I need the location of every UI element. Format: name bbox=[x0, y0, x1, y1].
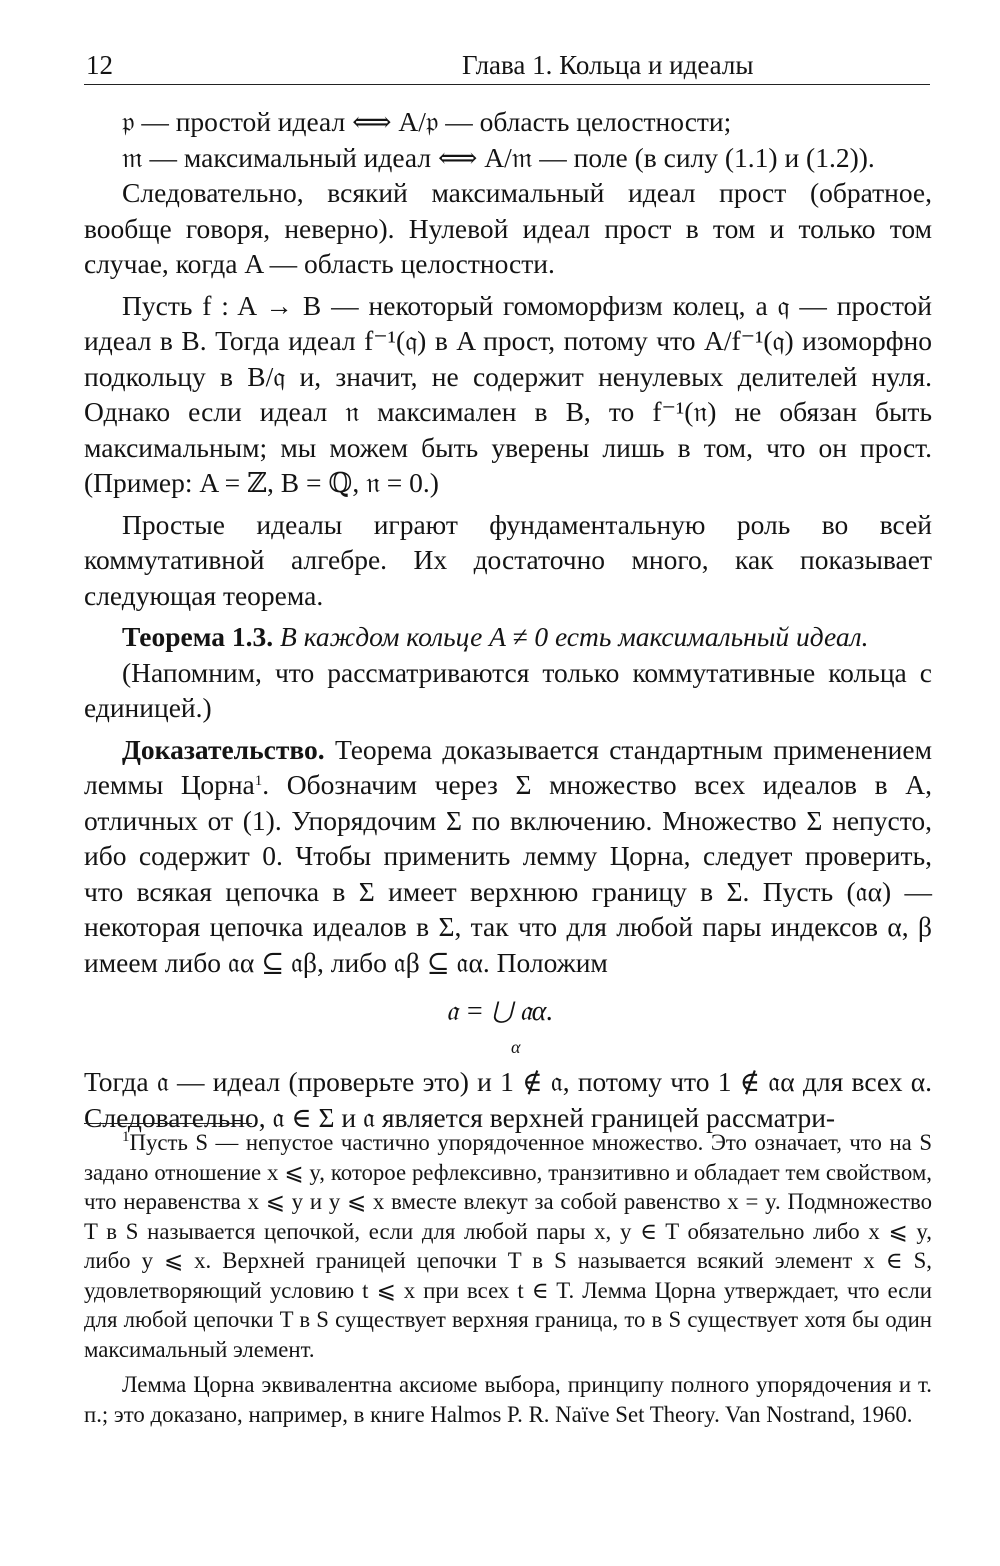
paragraph-prime-ideals-role: Простые идеалы играют фундаментальную роль во всей коммутативной алгебре. Их достаточно много, как показывает следующая теорема. bbox=[84, 508, 932, 611]
prime-ideal-equivalence: 𝔭 — простой идеал ⟺ A/𝔭 — область целостности; bbox=[122, 106, 732, 137]
union-formula-expression: 𝔞 = ⋃ 𝔞α. bbox=[446, 996, 554, 1027]
footnote-1 bbox=[84, 1128, 932, 1364]
proof-text-a: Теорема доказывается стандартным применением леммы Цорна bbox=[84, 733, 932, 800]
paragraph-conclusion: Тогда 𝔞 — идеал (проверьте это) и 1 ∉ 𝔞, потому что 1 ∉ 𝔞α для всех α. Следовательно, 𝔞 ∈ Σ и 𝔞 является верхней границей рассматри- bbox=[84, 1066, 932, 1133]
theorem-label: Теорема 1.3. bbox=[122, 621, 274, 652]
footnotes bbox=[84, 1128, 932, 1429]
page-number: 12 bbox=[86, 50, 113, 80]
maximal-ideal-equivalence: 𝔪 — максимальный идеал ⟺ A/𝔪 — поле (в силу (1.1) и (1.2)). bbox=[122, 141, 875, 173]
proof-text-b: . Обозначим через Σ множество всех идеалов в A, отличных от (1). Упорядочим Σ по включению. Множество Σ непусто, ибо содержит 0. Чтобы применить лемму Цорна, следует проверить, что всякая цепочка в Σ имеет верхнюю границу в Σ. Пусть (𝔞α) — некоторая цепочка идеалов в Σ, так что для любой пары индексов α, β имеем либо 𝔞α ⊆ 𝔞β, либо 𝔞β ⊆ 𝔞α. Положим bbox=[84, 769, 933, 978]
paragraph-reminder: (Напомним, что рассматриваются только коммутативные кольца с единицей.) bbox=[84, 656, 932, 723]
footnote-reference[interactable]: 1 bbox=[254, 773, 263, 789]
footnote-divider bbox=[84, 1123, 252, 1124]
paragraph-homomorphism: Пусть f : A → B — некоторый гомоморфизм колец, а 𝔮 — простой идеал в B. Тогда идеал f⁻¹(𝔮) в A прост, потому что A/f⁻¹(𝔮) изоморфно подкольцу в B/𝔮 и, значит, не содержит ненулевых делителей нуля. Однако если идеал 𝔫 максимален в B, то f⁻¹(𝔫) не обязан быть максимальным; мы можем быть уверены лишь в том, что он прост. (Пример: A = ℤ, B = ℚ, 𝔫 = 0.) bbox=[84, 289, 932, 498]
proof-paragraph bbox=[84, 732, 932, 981]
union-formula bbox=[84, 988, 932, 1060]
paragraph-maximal-is-prime: Следовательно, всякий максимальный идеал прост (обратное, вообще говоря, неверно). Нулевой идеал прост в том и только том случае, когда A — область целостности. bbox=[84, 177, 932, 279]
running-head bbox=[84, 44, 930, 85]
theorem-1-3 bbox=[84, 619, 932, 655]
footnote-1-marker: 1 bbox=[122, 1129, 130, 1145]
main-text bbox=[84, 104, 932, 1135]
theorem-statement: В каждом кольце A ≠ 0 есть максимальный идеал. bbox=[280, 621, 869, 652]
footnote-1-text: Пусть S — непустое частично упорядоченное множество. Это означает, что на S задано отношение x ⩽ y, которое рефлексивно, транзитивно и обладает тем свойством, что неравенства x ⩽ y и y ⩽ x вместе влекут за собой равенство x = y. Подмножество T в S называется цепочкой, если для любой пары x, y ∈ T обязательно либо x ⩽ y, либо y ⩽ x. Верхней границей цепочки T в S называется всякий элемент x ∈ S, удовлетворяющий условию t ⩽ x при всех t ∈ T. Лемма Цорна утверждает, что если для любой цепочки T в S существует верхняя граница, то в S существует хотя бы один максимальный элемент. bbox=[84, 1130, 932, 1362]
chapter-title: Глава 1. Кольца и идеалы bbox=[462, 50, 754, 80]
footnote-1-continuation: Лемма Цорна эквивалентна аксиоме выбора, принципу полного упорядочения и т. п.; это доказано, например, в книге Halmos P. R. Naïve Set Theory. Van Nostrand, 1960. bbox=[84, 1372, 932, 1427]
union-formula-index: α bbox=[511, 1037, 521, 1057]
proof-label: Доказательство. bbox=[122, 733, 325, 765]
